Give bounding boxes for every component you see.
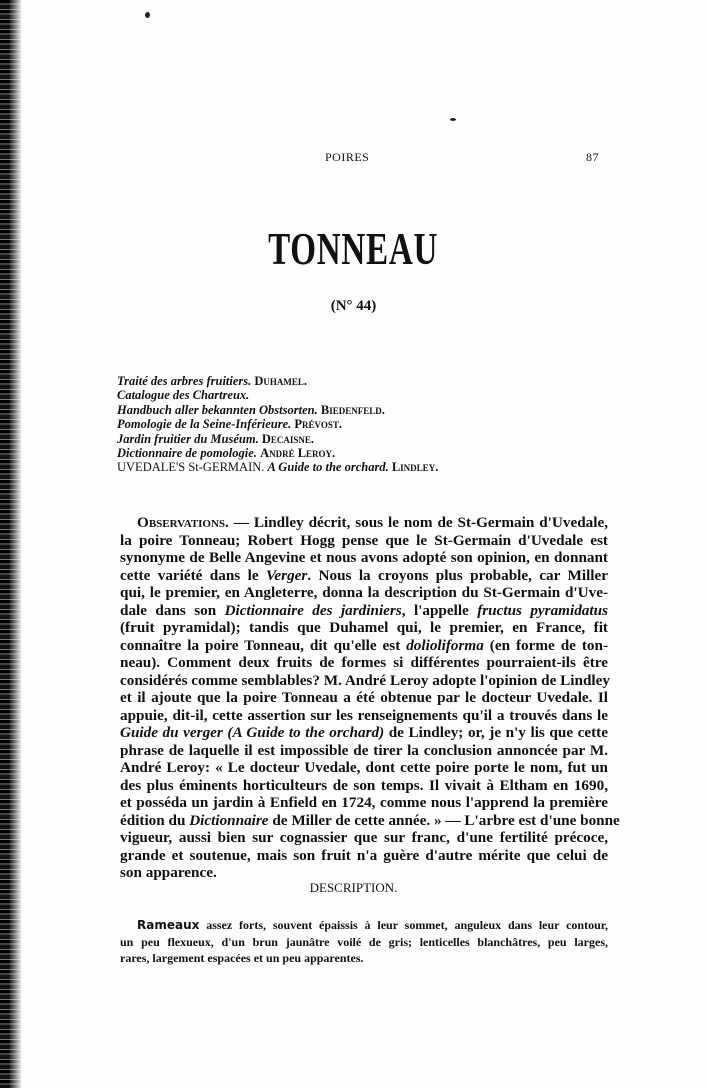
reference-work: Pomologie de la Seine-Inférieure. [117, 417, 292, 432]
text-run: assez forts, souvent épaissis à leur sommet, anguleux dans leur contour, [199, 918, 608, 932]
text-line [120, 724, 608, 742]
text-run: dale dans son [120, 601, 225, 619]
text-run: (fruit pyramidal); tandis que Duhamel qui, le premier, en France, fit [120, 619, 608, 636]
references-list [117, 374, 438, 475]
section-label: Observations. [137, 514, 229, 531]
text-run: Dictionnaire des jardiniers [224, 601, 402, 619]
text-run: — Lindley décrit, sous le nom de St-Germain d'Uvedale, [228, 514, 608, 531]
text-line [120, 917, 608, 934]
text-run: (en forme de ton- [483, 636, 609, 654]
scan-speck [145, 12, 150, 18]
text-run: qui, le premier, en Angleterre, donna la description du St-Germain d'Uve- [120, 584, 608, 601]
scan-speck [450, 118, 456, 121]
reference-work: Traité des arbres fruitiers. [117, 374, 252, 388]
text-run: son apparence. [120, 864, 217, 881]
text-run: Dictionnaire [189, 811, 269, 829]
text-line [120, 532, 608, 550]
text-line [120, 637, 608, 655]
description-heading: DESCRIPTION. [309, 880, 398, 895]
reference-author: Prévost. [294, 417, 343, 432]
reference-author: Duhamel. [254, 374, 308, 388]
text-run: la poire Tonneau; Robert Hogg pense que le St-Germain d'Uvedale est [120, 531, 608, 549]
reference-item [117, 403, 438, 417]
term-label: Rameaux [137, 918, 200, 932]
reference-item [117, 388, 438, 402]
text-line [120, 567, 608, 585]
reference-author: Biedenfeld. [320, 402, 385, 417]
text-line [120, 934, 608, 951]
text-line [120, 794, 608, 812]
text-run: fructus pyramidatus [477, 601, 608, 619]
text-line [120, 811, 620, 830]
text-run: phrase de laquelle il est impossible de tirer la conclusion annoncée par M. [120, 741, 608, 759]
reference-author: Lindley. [391, 460, 439, 475]
text-run: dolioliforma [406, 636, 484, 654]
text-run: . Nous la croyons plus probable, car Miller [307, 566, 608, 584]
text-line [120, 847, 608, 865]
text-line [120, 707, 608, 725]
text-run: et il ajoute que la poire Tonneau a été obtenue par le docteur Uvedale. Il [120, 689, 608, 706]
text-line [120, 759, 608, 777]
text-run: appuie, dit-il, cette assertion sur les renseignements qu'il a trouvés dans le [120, 706, 608, 724]
reference-work: Jardin fruitier du Muséum. [117, 431, 259, 446]
variety-number: (N° 44) [330, 298, 377, 314]
description-paragraph [120, 917, 608, 967]
text-line [120, 514, 608, 532]
page-number: 87 [586, 150, 599, 164]
text-line [120, 950, 608, 967]
text-run: de Lindley; or, je n'y lis que cette [384, 724, 608, 741]
text-run: édition du [120, 811, 190, 829]
text-line [120, 777, 608, 795]
reference-item [117, 417, 438, 431]
text-line [120, 689, 608, 707]
reference-item [117, 432, 438, 446]
text-run: Verger [265, 566, 308, 584]
text-run: André Leroy: « Le docteur Uvedale, dont cette poire porte le nom, fut un [120, 759, 608, 776]
text-run: , l'appelle [401, 601, 478, 619]
reference-work: Catalogue des Chartreux. [117, 388, 250, 403]
text-line [120, 864, 608, 882]
scan-edge-shadow [0, 0, 22, 1088]
text-run: grande et soutenue, mais son fruit n'a guère d'autre mérite que celui de [120, 846, 608, 864]
text-run: synonyme de Belle Angevine et nous avons adopté son opinion, en donnant [120, 549, 608, 566]
text-run: un peu flexueux, d'un brun jaunâtre voilé de gris; lenticelles blanchâtres, peu larges, [120, 934, 608, 949]
text-line [120, 602, 608, 620]
text-line [120, 584, 608, 602]
reference-work: Dictionnaire de pomologie. [117, 446, 257, 461]
text-run: neau). Comment deux fruits de formes si différentes pourraient-ils être [120, 654, 608, 671]
text-run: de Miller de cette année. » — L'arbre est d'une bonne [268, 811, 620, 829]
text-line [120, 829, 608, 847]
reference-item [117, 374, 438, 388]
reference-synonym: UVEDALE'S St-GERMAIN. [117, 460, 268, 475]
reference-author: Decaisne. [261, 431, 315, 446]
text-line [120, 549, 608, 567]
page-title: TONNEAU [268, 223, 439, 274]
text-run: des plus éminents horticulteurs de son temps. Il vivait à Eltham en 1690, [120, 776, 608, 794]
text-run: rares, largement espacées et un peu apparentes. [120, 951, 364, 965]
reference-item [117, 460, 438, 474]
reference-item [117, 446, 438, 460]
reference-work: Handbuch aller bekannten Obstsorten. [117, 402, 318, 417]
text-line [120, 654, 608, 672]
text-run: vigueur, aussi bien sur cognassier que sur franc, d'une fertilité précoce, [120, 829, 608, 846]
text-line [120, 742, 608, 760]
text-run: cette variété dans le [120, 566, 266, 584]
text-line [120, 672, 608, 690]
text-run: connaître la poire Tonneau, dit qu'elle est [120, 636, 407, 654]
reference-author: André Leroy. [260, 446, 336, 461]
text-run: et posséda un jardin à Enfield en 1724, comme nous l'apprend la première [120, 794, 608, 811]
text-run: considérés comme semblables? M. André Leroy adopte l'opinion de Lindley [120, 671, 610, 689]
reference-work: A Guide to the orchard. [267, 460, 389, 475]
text-line [120, 619, 608, 637]
running-title: POIRES [325, 150, 370, 164]
observations-paragraph [120, 514, 620, 882]
text-run: Guide du verger (A Guide to the orchard) [120, 724, 385, 741]
